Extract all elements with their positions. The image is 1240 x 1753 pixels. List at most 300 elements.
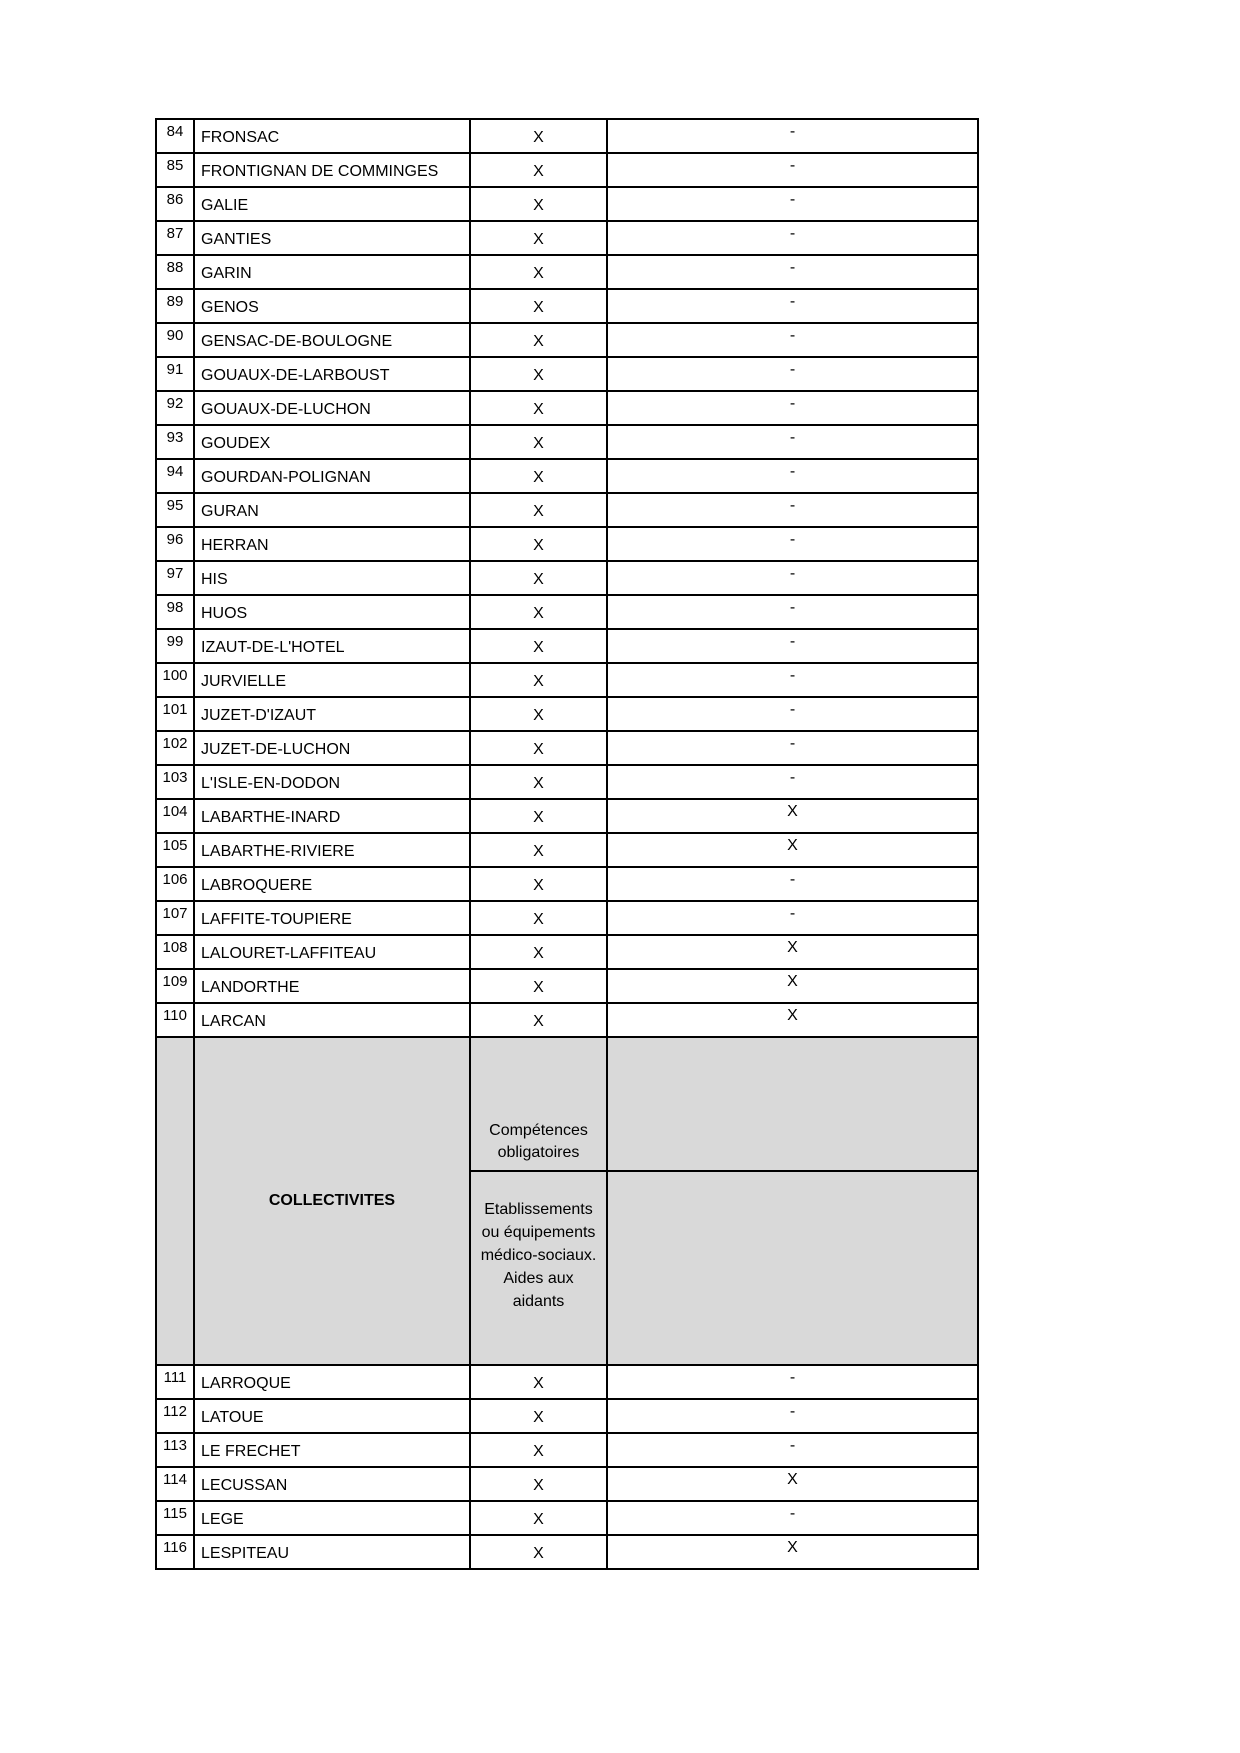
row-number: 116 <box>163 1539 187 1556</box>
commune-name: LE FRECHET <box>201 1443 301 1460</box>
competences-obligatoires-mark-cell <box>470 935 607 969</box>
competences-obligatoires-mark: X <box>533 1477 544 1494</box>
commune-name: GOURDAN-POLIGNAN <box>201 469 371 486</box>
collectivites-table <box>155 118 979 1570</box>
table-row <box>156 255 978 289</box>
competences-obligatoires-mark: X <box>533 129 544 146</box>
etablissements-mark-cell <box>607 561 978 595</box>
row-number-cell <box>156 187 194 221</box>
competences-obligatoires-mark: X <box>533 333 544 350</box>
competences-obligatoires-mark-cell <box>470 561 607 595</box>
commune-name-cell <box>194 1433 470 1467</box>
commune-name: HUOS <box>201 605 248 622</box>
table-row <box>156 425 978 459</box>
competences-obligatoires-mark-cell <box>470 969 607 1003</box>
row-number: 86 <box>166 191 184 208</box>
competences-obligatoires-mark: X <box>533 299 544 316</box>
commune-name-cell <box>194 833 470 867</box>
etablissements-mark-cell <box>607 595 978 629</box>
row-number-cell <box>156 323 194 357</box>
etablissements-mark-cell <box>607 765 978 799</box>
row-number-cell <box>156 1535 194 1569</box>
commune-name-cell <box>194 527 470 561</box>
commune-name: HIS <box>201 571 228 588</box>
etablissements-mark: X <box>787 1007 798 1024</box>
commune-name: LESPITEAU <box>201 1545 290 1562</box>
etablissements-mark-cell <box>607 391 978 425</box>
etablissements-mark: X <box>787 939 798 956</box>
row-number-cell <box>156 1365 194 1399</box>
table-row <box>156 561 978 595</box>
row-number: 100 <box>162 667 188 684</box>
commune-name: LARROQUE <box>201 1375 291 1392</box>
competences-obligatoires-mark: X <box>533 741 544 758</box>
commune-name-cell <box>194 459 470 493</box>
header-num-cell <box>156 1037 194 1365</box>
row-number: 110 <box>163 1007 187 1024</box>
etablissements-mark: - <box>789 1505 796 1522</box>
competences-obligatoires-mark-cell <box>470 663 607 697</box>
etablissements-mark-cell <box>607 1003 978 1037</box>
commune-name-cell <box>194 935 470 969</box>
competences-obligatoires-mark-cell <box>470 153 607 187</box>
commune-name: L'ISLE-EN-DODON <box>201 775 341 792</box>
header-etab-line1: Etablissements <box>484 1201 593 1218</box>
commune-name: LABARTHE-RIVIERE <box>201 843 355 860</box>
row-number-cell <box>156 765 194 799</box>
etablissements-mark: - <box>789 157 796 174</box>
competences-obligatoires-mark-cell <box>470 901 607 935</box>
commune-name: GOUAUX-DE-LUCHON <box>201 401 371 418</box>
table-row <box>156 391 978 425</box>
competences-obligatoires-mark-cell <box>470 1399 607 1433</box>
header-competences-line2: obligatoires <box>497 1144 580 1161</box>
competences-obligatoires-mark-cell <box>470 187 607 221</box>
competences-obligatoires-mark: X <box>533 537 544 554</box>
row-number-cell <box>156 867 194 901</box>
row-number-cell <box>156 731 194 765</box>
etablissements-mark: - <box>789 701 796 718</box>
row-number: 108 <box>162 939 188 956</box>
row-number-cell <box>156 391 194 425</box>
header-collectivites: COLLECTIVITES <box>194 1037 470 1365</box>
commune-name: FRONTIGNAN DE COMMINGES <box>201 163 439 180</box>
row-number-cell <box>156 1467 194 1501</box>
competences-obligatoires-mark-cell <box>470 1365 607 1399</box>
competences-obligatoires-mark: X <box>533 639 544 656</box>
header-empty-bottom <box>607 1171 978 1365</box>
etablissements-mark-cell <box>607 731 978 765</box>
row-number-cell <box>156 1003 194 1037</box>
commune-name: GENOS <box>201 299 259 316</box>
etablissements-mark: X <box>787 1539 798 1556</box>
etablissements-mark: - <box>789 191 796 208</box>
row-number-cell <box>156 629 194 663</box>
commune-name-cell <box>194 289 470 323</box>
row-number: 89 <box>166 293 184 310</box>
header-row-top <box>156 1037 978 1171</box>
row-number: 95 <box>166 497 184 514</box>
commune-name-cell <box>194 1365 470 1399</box>
commune-name: LATOUE <box>201 1409 264 1426</box>
etablissements-mark: - <box>789 123 796 140</box>
etablissements-mark: - <box>789 905 796 922</box>
competences-obligatoires-mark-cell <box>470 323 607 357</box>
row-number: 115 <box>163 1505 187 1522</box>
competences-obligatoires-mark: X <box>533 367 544 384</box>
etablissements-mark-cell <box>607 697 978 731</box>
row-number: 88 <box>166 259 184 276</box>
etablissements-mark: - <box>789 667 796 684</box>
table-row <box>156 867 978 901</box>
row-number: 91 <box>166 361 184 378</box>
competences-obligatoires-mark: X <box>533 979 544 996</box>
commune-name: GOUAUX-DE-LARBOUST <box>201 367 390 384</box>
competences-obligatoires-mark: X <box>533 1545 544 1562</box>
etablissements-mark-cell <box>607 1399 978 1433</box>
etablissements-mark-cell <box>607 867 978 901</box>
competences-obligatoires-mark: X <box>533 1511 544 1528</box>
row-number: 96 <box>166 531 184 548</box>
etablissements-mark: - <box>789 565 796 582</box>
row-number-cell <box>156 425 194 459</box>
etablissements-mark-cell <box>607 255 978 289</box>
competences-obligatoires-mark-cell <box>470 357 607 391</box>
row-number: 94 <box>166 463 184 480</box>
competences-obligatoires-mark-cell <box>470 527 607 561</box>
etablissements-mark-cell <box>607 187 978 221</box>
commune-name-cell <box>194 799 470 833</box>
table-row <box>156 187 978 221</box>
commune-name: FRONSAC <box>201 129 280 146</box>
commune-name: IZAUT-DE-L'HOTEL <box>201 639 345 656</box>
commune-name-cell <box>194 629 470 663</box>
commune-name-cell <box>194 357 470 391</box>
table-row <box>156 629 978 663</box>
row-number-cell <box>156 1433 194 1467</box>
etablissements-mark-cell <box>607 1365 978 1399</box>
table-row <box>156 731 978 765</box>
competences-obligatoires-mark: X <box>533 163 544 180</box>
row-number-cell <box>156 357 194 391</box>
row-number: 106 <box>162 871 188 888</box>
table-row <box>156 663 978 697</box>
competences-obligatoires-mark: X <box>533 197 544 214</box>
competences-obligatoires-mark: X <box>533 809 544 826</box>
competences-obligatoires-mark-cell <box>470 493 607 527</box>
table-row <box>156 323 978 357</box>
row-number: 104 <box>162 803 188 820</box>
commune-name-cell <box>194 221 470 255</box>
etablissements-mark: - <box>789 735 796 752</box>
table-row <box>156 697 978 731</box>
commune-name: LAFFITE-TOUPIERE <box>201 911 352 928</box>
commune-name: GALIE <box>201 197 249 214</box>
commune-name-cell <box>194 1399 470 1433</box>
table-row <box>156 1399 978 1433</box>
commune-name-cell <box>194 119 470 153</box>
row-number: 85 <box>166 157 184 174</box>
etablissements-mark: - <box>789 1437 796 1454</box>
commune-name: LEGE <box>201 1511 244 1528</box>
header-etab-line5: aidants <box>512 1293 565 1310</box>
etablissements-mark-cell <box>607 629 978 663</box>
table-row <box>156 527 978 561</box>
competences-obligatoires-mark: X <box>533 707 544 724</box>
competences-obligatoires-mark: X <box>533 1013 544 1030</box>
row-number: 98 <box>166 599 184 616</box>
competences-obligatoires-mark-cell <box>470 391 607 425</box>
row-number: 109 <box>162 973 188 990</box>
table-row <box>156 153 978 187</box>
commune-name: LANDORTHE <box>201 979 300 996</box>
etablissements-mark-cell <box>607 1501 978 1535</box>
etablissements-mark: - <box>789 769 796 786</box>
etablissements-mark: - <box>789 361 796 378</box>
competences-obligatoires-mark-cell <box>470 867 607 901</box>
competences-obligatoires-mark: X <box>533 503 544 520</box>
row-number: 93 <box>166 429 184 446</box>
competences-obligatoires-mark-cell <box>470 1467 607 1501</box>
header-etab-line3: médico-sociaux. <box>480 1247 597 1264</box>
etablissements-mark-cell <box>607 799 978 833</box>
etablissements-mark-cell <box>607 935 978 969</box>
competences-obligatoires-mark: X <box>533 911 544 928</box>
table-row <box>156 595 978 629</box>
table-header-block <box>156 1037 978 1365</box>
competences-obligatoires-mark-cell <box>470 799 607 833</box>
row-number-cell <box>156 969 194 1003</box>
header-etablissements <box>470 1171 607 1365</box>
etablissements-mark: - <box>789 395 796 412</box>
commune-name: GARIN <box>201 265 252 282</box>
commune-name-cell <box>194 425 470 459</box>
competences-obligatoires-mark-cell <box>470 731 607 765</box>
commune-name-cell <box>194 1501 470 1535</box>
table-row <box>156 357 978 391</box>
commune-name: GURAN <box>201 503 259 520</box>
commune-name-cell <box>194 765 470 799</box>
etablissements-mark-cell <box>607 1467 978 1501</box>
competences-obligatoires-mark: X <box>533 1443 544 1460</box>
etablissements-mark: - <box>789 259 796 276</box>
header-competences-line1: Compétences <box>489 1122 588 1139</box>
commune-name: LABARTHE-INARD <box>201 809 341 826</box>
row-number: 105 <box>162 837 188 854</box>
competences-obligatoires-mark-cell <box>470 833 607 867</box>
competences-obligatoires-mark: X <box>533 265 544 282</box>
etablissements-mark-cell <box>607 425 978 459</box>
commune-name-cell <box>194 153 470 187</box>
commune-name: GENSAC-DE-BOULOGNE <box>201 333 393 350</box>
table-row <box>156 459 978 493</box>
row-number: 103 <box>162 769 188 786</box>
competences-obligatoires-mark: X <box>533 673 544 690</box>
commune-name: LECUSSAN <box>201 1477 288 1494</box>
table-body-top <box>156 119 978 1037</box>
row-number: 99 <box>166 633 184 650</box>
row-number-cell <box>156 493 194 527</box>
table-row <box>156 901 978 935</box>
commune-name-cell <box>194 867 470 901</box>
commune-name-cell <box>194 969 470 1003</box>
competences-obligatoires-mark: X <box>533 877 544 894</box>
competences-obligatoires-mark: X <box>533 605 544 622</box>
etablissements-mark: X <box>787 837 798 854</box>
row-number: 102 <box>162 735 188 752</box>
etablissements-mark-cell <box>607 663 978 697</box>
etablissements-mark-cell <box>607 527 978 561</box>
competences-obligatoires-mark-cell <box>470 629 607 663</box>
competences-obligatoires-mark-cell <box>470 459 607 493</box>
competences-obligatoires-mark-cell <box>470 1501 607 1535</box>
commune-name-cell <box>194 901 470 935</box>
table-row <box>156 1535 978 1569</box>
row-number-cell <box>156 799 194 833</box>
row-number-cell <box>156 663 194 697</box>
commune-name-cell <box>194 595 470 629</box>
etablissements-mark-cell <box>607 289 978 323</box>
commune-name: LABROQUERE <box>201 877 313 894</box>
row-number-cell <box>156 221 194 255</box>
competences-obligatoires-mark: X <box>533 435 544 452</box>
row-number-cell <box>156 901 194 935</box>
commune-name: JUZET-DE-LUCHON <box>201 741 351 758</box>
table-row <box>156 289 978 323</box>
competences-obligatoires-mark: X <box>533 571 544 588</box>
competences-obligatoires-mark-cell <box>470 697 607 731</box>
etablissements-mark-cell <box>607 1433 978 1467</box>
commune-name-cell <box>194 323 470 357</box>
table-row <box>156 119 978 153</box>
competences-obligatoires-mark: X <box>533 231 544 248</box>
commune-name: GOUDEX <box>201 435 271 452</box>
commune-name-cell <box>194 255 470 289</box>
competences-obligatoires-mark-cell <box>470 119 607 153</box>
etablissements-mark: - <box>789 871 796 888</box>
header-etab-line2: ou équipements <box>481 1224 596 1241</box>
commune-name-cell <box>194 391 470 425</box>
table-row <box>156 1433 978 1467</box>
row-number: 97 <box>166 565 184 582</box>
etablissements-mark: - <box>789 293 796 310</box>
etablissements-mark: - <box>789 531 796 548</box>
commune-name-cell <box>194 493 470 527</box>
row-number-cell <box>156 595 194 629</box>
row-number: 101 <box>162 701 188 718</box>
header-etab-line4: Aides aux <box>503 1270 574 1287</box>
commune-name-cell <box>194 663 470 697</box>
etablissements-mark-cell <box>607 153 978 187</box>
row-number-cell <box>156 561 194 595</box>
competences-obligatoires-mark-cell <box>470 1433 607 1467</box>
row-number: 113 <box>163 1437 187 1454</box>
row-number-cell <box>156 119 194 153</box>
table-row <box>156 493 978 527</box>
commune-name: LALOURET-LAFFITEAU <box>201 945 377 962</box>
competences-obligatoires-mark-cell <box>470 765 607 799</box>
competences-obligatoires-mark-cell <box>470 221 607 255</box>
competences-obligatoires-mark: X <box>533 775 544 792</box>
competences-obligatoires-mark-cell <box>470 289 607 323</box>
table-row <box>156 799 978 833</box>
etablissements-mark: - <box>789 1403 796 1420</box>
competences-obligatoires-mark: X <box>533 1409 544 1426</box>
row-number-cell <box>156 935 194 969</box>
etablissements-mark: X <box>787 803 798 820</box>
row-number-cell <box>156 1399 194 1433</box>
table-row <box>156 833 978 867</box>
row-number: 87 <box>166 225 184 242</box>
etablissements-mark-cell <box>607 969 978 1003</box>
etablissements-mark-cell <box>607 323 978 357</box>
row-number: 90 <box>166 327 184 344</box>
commune-name: JURVIELLE <box>201 673 287 690</box>
competences-obligatoires-mark: X <box>533 469 544 486</box>
etablissements-mark: - <box>789 599 796 616</box>
table-row <box>156 1467 978 1501</box>
etablissements-mark: - <box>789 327 796 344</box>
competences-obligatoires-mark-cell <box>470 1535 607 1569</box>
row-number: 114 <box>163 1471 187 1488</box>
etablissements-mark-cell <box>607 459 978 493</box>
row-number-cell <box>156 1501 194 1535</box>
etablissements-mark: X <box>787 973 798 990</box>
commune-name: JUZET-D'IZAUT <box>201 707 317 724</box>
table-row <box>156 765 978 799</box>
row-number: 112 <box>163 1403 187 1420</box>
row-number-cell <box>156 255 194 289</box>
table-row <box>156 969 978 1003</box>
etablissements-mark: - <box>789 633 796 650</box>
competences-obligatoires-mark-cell <box>470 595 607 629</box>
etablissements-mark-cell <box>607 1535 978 1569</box>
etablissements-mark-cell <box>607 221 978 255</box>
etablissements-mark-cell <box>607 357 978 391</box>
commune-name-cell <box>194 187 470 221</box>
header-empty-top <box>607 1037 978 1171</box>
row-number-cell <box>156 697 194 731</box>
commune-name: GANTIES <box>201 231 272 248</box>
row-number-cell <box>156 833 194 867</box>
commune-name-cell <box>194 1535 470 1569</box>
etablissements-mark: - <box>789 1369 796 1386</box>
competences-obligatoires-mark: X <box>533 1375 544 1392</box>
etablissements-mark-cell <box>607 901 978 935</box>
etablissements-mark: - <box>789 225 796 242</box>
row-number: 107 <box>162 905 188 922</box>
etablissements-mark: - <box>789 497 796 514</box>
commune-name-cell <box>194 731 470 765</box>
table-row <box>156 1003 978 1037</box>
competences-obligatoires-mark: X <box>533 843 544 860</box>
etablissements-mark-cell <box>607 833 978 867</box>
commune-name-cell <box>194 1467 470 1501</box>
commune-name-cell <box>194 697 470 731</box>
etablissements-mark-cell <box>607 119 978 153</box>
competences-obligatoires-mark: X <box>533 401 544 418</box>
header-competences-obligatoires <box>470 1037 607 1171</box>
commune-name: HERRAN <box>201 537 269 554</box>
competences-obligatoires-mark-cell <box>470 1003 607 1037</box>
competences-obligatoires-mark-cell <box>470 425 607 459</box>
etablissements-mark: - <box>789 463 796 480</box>
commune-name-cell <box>194 561 470 595</box>
table-row <box>156 1501 978 1535</box>
table-row <box>156 221 978 255</box>
row-number-cell <box>156 153 194 187</box>
etablissements-mark: - <box>789 429 796 446</box>
